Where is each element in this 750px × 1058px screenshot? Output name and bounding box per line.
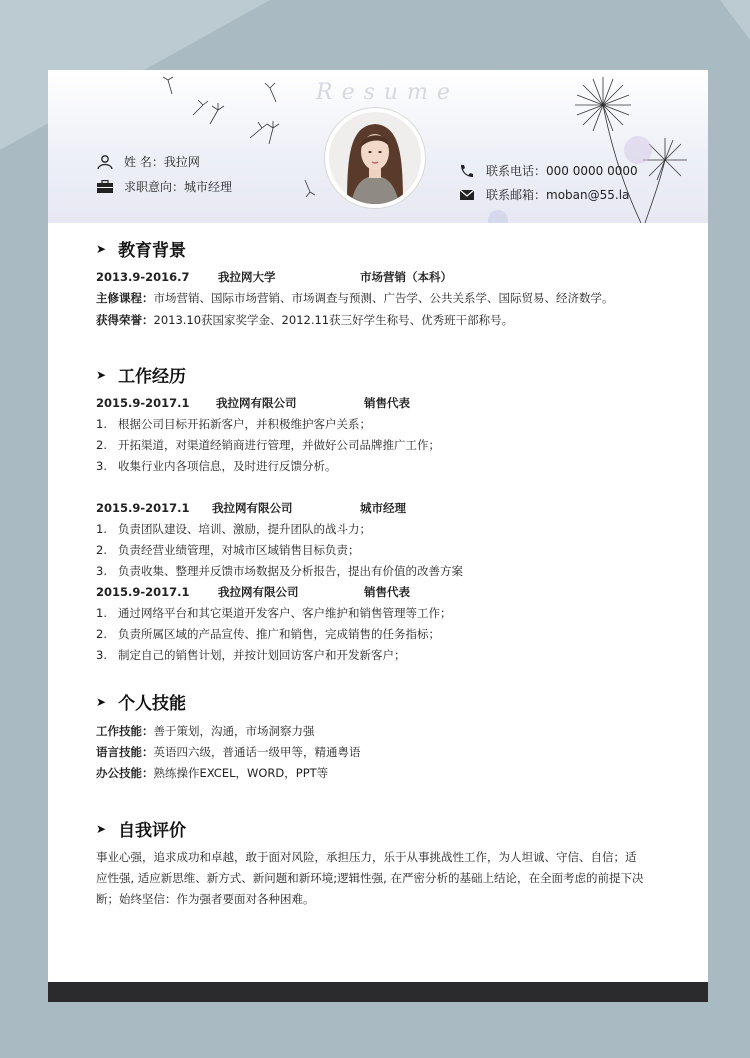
- list-item: [96, 459, 337, 473]
- work-title-text: 工作经历: [118, 367, 187, 387]
- job-company: 我拉网有限公司: [218, 585, 299, 599]
- list-number: 2.: [96, 543, 107, 557]
- list-item: [96, 606, 452, 620]
- name-value: 我拉网: [163, 155, 200, 169]
- list-text: 负责团队建设、培训、激励，提升团队的战斗力；: [118, 522, 371, 536]
- courses-label: 主修课程：: [96, 291, 154, 305]
- briefcase-icon: [96, 180, 114, 194]
- phone-icon: [458, 164, 476, 178]
- self-text: 事业心强，追求成功和卓越，敢于面对风险，承担压力，乐于从事挑战性工作，为人坦诚、守信、自信；适应性强, 适应新思维、新方式、新问题和新环境;逻辑性强, 在严密分析的基础上结论，在全面考虑的前提下决断；始终坚信：作为强者要面对各种困难。: [96, 850, 644, 906]
- list-number: 3.: [96, 564, 107, 578]
- mail-icon: [458, 188, 476, 202]
- job-position: 城市经理: [360, 501, 406, 515]
- education-period: 2013.9-2016.7: [96, 270, 190, 284]
- list-number: 1.: [96, 417, 107, 431]
- job-position: 销售代表: [364, 396, 410, 410]
- job-line: [96, 178, 232, 195]
- skill-value: 熟练操作EXCEL，WORD，PPT等: [153, 766, 329, 780]
- email-value: moban@55.la: [546, 187, 630, 202]
- list-text: 通过网络平台和其它渠道开发客户、客户维护和销售管理等工作；: [118, 606, 452, 620]
- courses-value: 市场营销、国际市场营销、市场调查与预测、广告学、公共关系学、国际贸易、经济数学。: [153, 291, 614, 305]
- honors-row: [96, 313, 513, 327]
- footer-bar: [48, 982, 708, 1002]
- work-title: [96, 362, 186, 387]
- skill-value: 英语四六级，普通话一级甲等，精通粤语: [153, 745, 361, 759]
- skills-title: [96, 689, 186, 714]
- name-label: 姓 名：: [124, 155, 164, 169]
- list-text: 制定自己的销售计划，并按计划回访客户和开发新客户；: [118, 648, 406, 662]
- phone-value: 000 0000 0000: [546, 163, 638, 178]
- education-title-text: 教育背景: [118, 241, 187, 261]
- job-label: 求职意向：: [124, 180, 185, 194]
- education-school: 我拉网大学: [218, 270, 276, 284]
- list-text: 负责经营业绩管理，对城市区域销售目标负责；: [118, 543, 360, 557]
- job-company: 我拉网有限公司: [212, 501, 293, 515]
- skill-label: 语言技能：: [96, 745, 154, 759]
- skill-row: [96, 766, 328, 780]
- list-number: 1.: [96, 606, 107, 620]
- list-text: 收集行业内各项信息，及时进行反馈分析。: [118, 459, 337, 473]
- skill-label: 办公技能：: [96, 766, 154, 780]
- honors-label: 获得荣誉：: [96, 313, 154, 327]
- list-text: 根据公司目标开拓新客户，并积极维护客户关系；: [118, 417, 371, 431]
- self-title: [96, 816, 186, 841]
- arrow-icon: ➤: [96, 367, 107, 382]
- phone-label: 联系电话：: [486, 164, 547, 178]
- honors-value: 2013.10获国家奖学金、2012.11获三好学生称号、优秀班干部称号。: [153, 313, 514, 327]
- job-value: 城市经理: [184, 180, 233, 194]
- education-title: [96, 236, 186, 261]
- list-number: 2.: [96, 438, 107, 452]
- list-number: 1.: [96, 522, 107, 536]
- list-number: 3.: [96, 648, 107, 662]
- arrow-icon: ➤: [96, 694, 107, 709]
- list-item: [96, 564, 463, 578]
- job-period: 2015.9-2017.1: [96, 585, 190, 599]
- email-label: 联系邮箱：: [486, 188, 547, 202]
- user-icon: [96, 155, 114, 169]
- skill-row: [96, 724, 315, 738]
- list-number: 3.: [96, 459, 107, 473]
- list-item: [96, 627, 440, 641]
- skill-row: [96, 745, 361, 759]
- resume-watermark: Resume: [316, 80, 459, 105]
- skill-value: 善于策划，沟通，市场洞察力强: [153, 724, 315, 738]
- phone-line: [458, 162, 638, 179]
- skills-title-text: 个人技能: [118, 694, 187, 714]
- resume-header: [48, 70, 708, 223]
- list-text: 负责所属区域的产品宣传、推广和销售，完成销售的任务指标；: [118, 627, 440, 641]
- resume-page: [48, 70, 708, 1002]
- list-text: 负责收集、整理并反馈市场数据及分析报告，提出有价值的改善方案: [118, 564, 463, 578]
- arrow-icon: ➤: [96, 241, 107, 256]
- list-text: 开拓渠道，对渠道经销商进行管理，并做好公司品牌推广工作；: [118, 438, 440, 452]
- name-line: [96, 153, 200, 170]
- email-line: [458, 186, 629, 203]
- list-item: [96, 417, 371, 431]
- list-number: 2.: [96, 627, 107, 641]
- job-period: 2015.9-2017.1: [96, 396, 190, 410]
- education-major: 市场营销（本科）: [360, 270, 452, 284]
- arrow-icon: ➤: [96, 821, 107, 836]
- list-item: [96, 543, 360, 557]
- skill-label: 工作技能：: [96, 724, 154, 738]
- job-position: 销售代表: [364, 585, 410, 599]
- courses-row: [96, 291, 614, 305]
- list-item: [96, 438, 440, 452]
- job-period: 2015.9-2017.1: [96, 501, 190, 515]
- job-company: 我拉网有限公司: [216, 396, 297, 410]
- list-item: [96, 522, 371, 536]
- self-title-text: 自我评价: [118, 821, 187, 841]
- avatar: [325, 108, 425, 208]
- list-item: [96, 648, 406, 662]
